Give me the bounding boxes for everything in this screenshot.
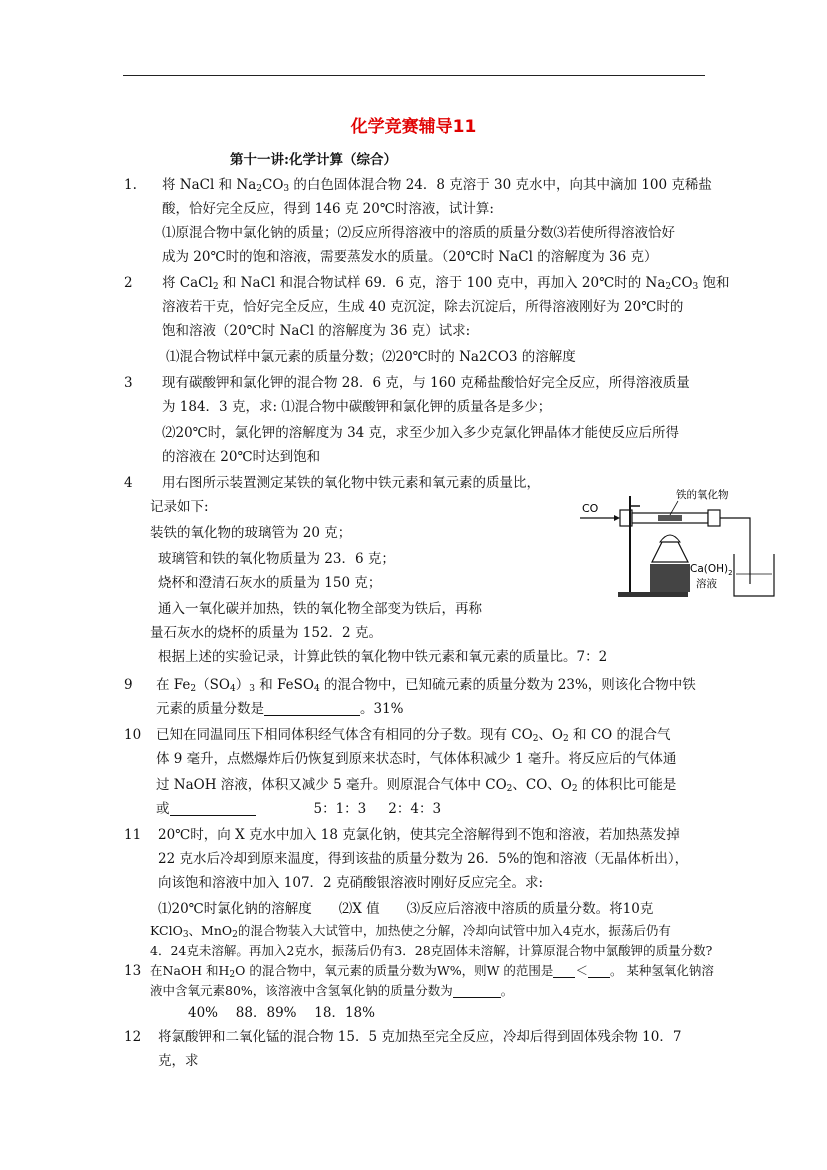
q4-number: 4 bbox=[124, 475, 133, 491]
alcohol-lamp bbox=[652, 542, 688, 562]
q3-line-2: 为 184．3 克，求: ⑴混合物中碳酸钾和氯化钾的质量各是多少； bbox=[162, 399, 552, 415]
caoh-label: $Ca(OH)_2$ bbox=[690, 563, 733, 577]
q4-line-1: 用右图所示装置测定某铁的氧化物中铁元素和氧元素的质量比， bbox=[162, 475, 540, 491]
q10-line-1: 已知在同温同压下相同体积经气体含有相同的分子数。现有 $CO_2$、$O_2$ 和 CO 的混合气 bbox=[156, 727, 671, 744]
lamp-block bbox=[650, 564, 690, 592]
q4-line-7: 量石灰水的烧杯的质量为 152．2 克。 bbox=[150, 625, 382, 641]
q4-line-8: 根据上述的实验记录，计算此铁的氧化物中铁元素和氧元素的质量比。7：2 bbox=[158, 649, 608, 665]
q3-line-1: 现有碳酸钾和氯化钾的混合物 28．6 克，与 160 克稀盐酸恰好完全反应，所得溶液质量 bbox=[162, 375, 690, 391]
q11-line-5: KClO$_3$、MnO$_2$的混合物装入大试管中，加热使之分解，冷却向试管中加入4克水，振荡后仍有 bbox=[150, 923, 671, 940]
q11-line-6: 4．24克未溶解。再加入2克水，振荡后仍有3．28克固体未溶解，计算原混合物中氯酸钾的质量分数? bbox=[150, 943, 713, 958]
q10-answer-blank[interactable] bbox=[170, 801, 256, 816]
q13-range-max-blank[interactable] bbox=[588, 963, 610, 978]
q4-line-3: 装铁的氧化物的玻璃管为 20 克； bbox=[150, 525, 352, 541]
q11-line-4: ⑴20℃时氯化钠的溶解度 ⑵X 值 ⑶反应后溶液中溶质的质量分数。将10克 bbox=[158, 901, 654, 917]
q13-answer-blank[interactable] bbox=[453, 983, 501, 998]
q1-line-2: 酸，恰好完全反应，得到 146 克 20℃时溶液，试计算: bbox=[162, 201, 494, 217]
q11-line-1: 20℃时，向 X 克水中加入 18 克氯化钠，使其完全溶解得到不饱和溶液，若加热蒸发掉 bbox=[158, 827, 680, 843]
arrow-head-icon bbox=[614, 515, 620, 521]
q12-number: 12 bbox=[124, 1029, 142, 1045]
q10-number: 10 bbox=[124, 727, 142, 743]
q4-line-6: 通入一氧化碳并加热，铁的氧化物全部变为铁后，再称 bbox=[158, 601, 482, 617]
q13-answers: 40% 88．89% 18．18% bbox=[188, 1005, 375, 1021]
q2-line-1: 将 CaCl$_2$ 和 NaCl 和混合物试样 69．6 克，溶于 100 克中，再加入 20℃时的 $Na_2CO_3$ 饱和 bbox=[162, 275, 730, 292]
oxide-label: 铁的氧化物 bbox=[676, 489, 729, 501]
iron-oxide-sample bbox=[658, 515, 682, 521]
q11-number: 11 bbox=[124, 827, 142, 843]
co-label: CO bbox=[582, 502, 599, 515]
q13-number: 13 bbox=[124, 963, 142, 979]
q10-line-2: 体 9 毫升，点燃爆炸后仍恢复到原来状态时，气体体积减少 1 毫升。将反应后的气体通 bbox=[156, 751, 677, 767]
q1-line-3: ⑴原混合物中氯化钠的质量；⑵反应所得溶液中的溶质的质量分数⑶若使所得溶液恰好 bbox=[162, 225, 675, 241]
page-title: 化学竞赛辅导11 bbox=[350, 117, 477, 137]
q4-line-2: 记录如下: bbox=[150, 499, 209, 515]
right-stopper bbox=[708, 510, 720, 526]
q2-line-4: ⑴混合物试样中氯元素的质量分数；⑵20℃时的 Na2CO3 的溶解度 bbox=[166, 349, 576, 365]
q9-answer-blank[interactable] bbox=[264, 701, 360, 716]
q9-line-1: 在 $Fe_2(SO_4)_3$ 和 FeSO$_4$ 的混合物中，已知硫元素的质量分数为 23%，则该化合物中铁 bbox=[156, 677, 696, 694]
q3-line-3: ⑵20℃时，氯化钾的溶解度为 34 克，求至少加入多少克氯化钾晶体才能使反应后所得 bbox=[162, 425, 680, 441]
q13-range-min-blank[interactable] bbox=[553, 963, 575, 978]
q12-line-1: 将氯酸钾和二氧化锰的混合物 15．5 克加热至完全反应，冷却后得到固体残余物 10．7 bbox=[158, 1029, 682, 1045]
flame-icon bbox=[660, 535, 680, 542]
q13-line-2: 液中含氧元素80%，该溶液中含氢氧化钠的质量分数为 。 bbox=[150, 983, 514, 998]
q1-number: 1. bbox=[124, 177, 137, 193]
q9-line-2: 元素的质量分数是 。31% bbox=[156, 701, 404, 717]
apparatus-diagram bbox=[578, 484, 778, 604]
q2-line-2: 溶液若干克，恰好完全反应，生成 40 克沉淀，除去沉淀后，所得溶液刚好为 20℃时的 bbox=[162, 299, 684, 315]
q1-line-4: 成为 20℃时的饱和溶液，需要蒸发水的质量。（20℃时 NaCl 的溶解度为 36 克） bbox=[162, 249, 658, 265]
q10-line-3: 过 NaOH 溶液，体积又减少 5 毫升。则原混合气体中 $CO_2$、CO、$O_2$ 的体积比可能是 bbox=[156, 777, 677, 794]
q9-number: 9 bbox=[124, 677, 133, 693]
q12-line-2: 克，求 bbox=[158, 1053, 199, 1069]
q2-line-3: 饱和溶液（20℃时 NaCl 的溶解度为 36 克）试求: bbox=[162, 323, 471, 339]
q3-line-4: 的溶液在 20℃时达到饱和 bbox=[162, 449, 321, 465]
header-rule bbox=[123, 75, 705, 76]
q10-line-4: 或 5：1：3 2：4：3 bbox=[156, 801, 442, 817]
stand-base bbox=[618, 592, 688, 597]
q13-line-1: 在NaOH 和$H_2O$ 的混合物中，氧元素的质量分数为W%，则W 的范围是 ＜ 。 某种氢氧化钠溶 bbox=[150, 963, 714, 980]
solution-label: 溶液 bbox=[696, 578, 717, 590]
lecture-subtitle: 第十一讲:化学计算（综合） bbox=[230, 152, 397, 168]
q11-line-2: 22 克水后冷却到原来温度，得到该盐的质量分数为 26．5%的饱和溶液（无晶体析出）， bbox=[158, 851, 689, 867]
q1-line-1: 将 NaCl 和 $Na_2CO_3$ 的白色固体混合物 24．8 克溶于 30 克水中，向其中滴加 100 克稀盐 bbox=[162, 177, 712, 194]
q11-line-3: 向该饱和溶液中加入 107．2 克硝酸银溶液时刚好反应完全。求: bbox=[158, 875, 543, 891]
q4-line-5: 烧杯和澄清石灰水的质量为 150 克； bbox=[158, 575, 382, 591]
q3-number: 3 bbox=[124, 375, 133, 391]
q4-line-4: 玻璃管和铁的氧化物质量为 23．6 克； bbox=[158, 551, 395, 567]
q2-number: 2 bbox=[124, 275, 133, 291]
beaker bbox=[734, 554, 774, 596]
